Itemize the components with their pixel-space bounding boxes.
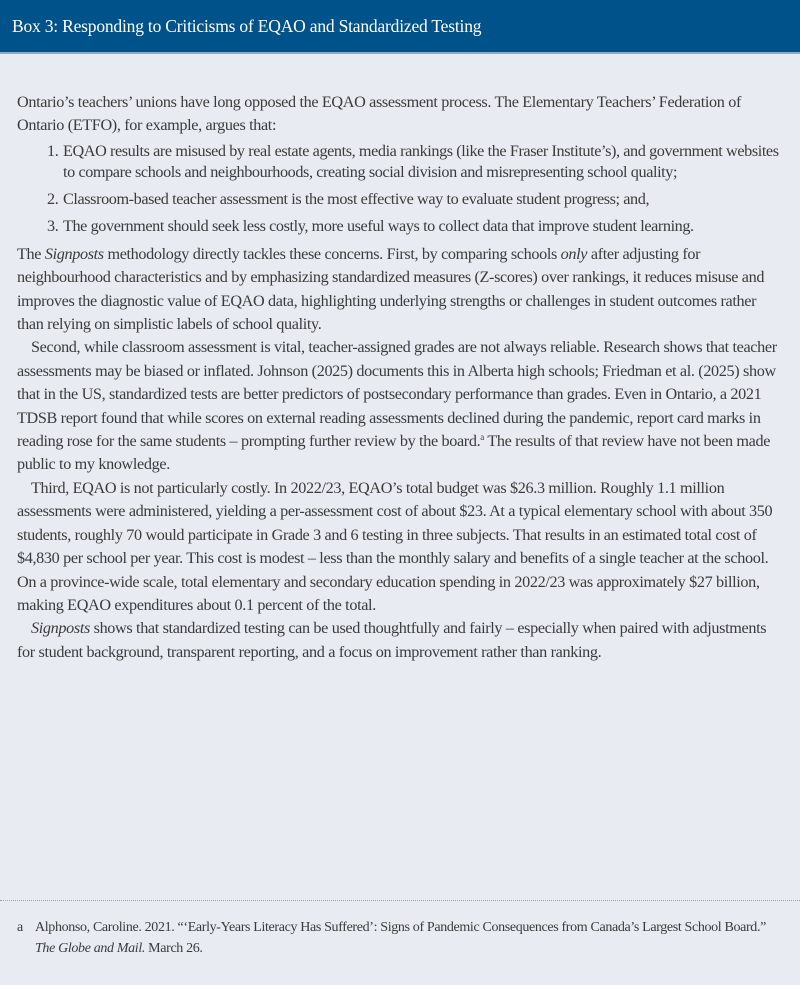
publication-italic: The Globe and Mail. bbox=[35, 941, 146, 956]
list-number: 1. bbox=[47, 141, 59, 160]
footnote-text bbox=[35, 917, 787, 959]
list-item-text: Classroom-based teacher assessment is the most effective way to evaluate student progress; and, bbox=[63, 189, 650, 208]
only-italic: only bbox=[560, 244, 588, 263]
signposts-italic: Signposts bbox=[44, 244, 104, 263]
list-number: 2. bbox=[47, 189, 59, 208]
footnote-reference[interactable]: a bbox=[480, 432, 484, 443]
first-response-paragraph bbox=[17, 243, 786, 337]
footnote bbox=[17, 917, 787, 959]
box-body bbox=[0, 54, 800, 664]
second-response-paragraph bbox=[17, 336, 786, 476]
box-header bbox=[0, 0, 800, 54]
list-number: 3. bbox=[47, 216, 59, 235]
list-item bbox=[31, 189, 786, 210]
signposts-italic: Signposts bbox=[31, 619, 90, 638]
box-title: Box 3: Responding to Criticisms of EQAO and Standardized Testing bbox=[12, 15, 482, 36]
text-run: shows that standardized testing can be used thoughtfully and fairly – especially when paired with adjustments for student background, transparent reporting, and a focus on improvement rather than ranking. bbox=[17, 619, 767, 661]
footnote-divider bbox=[0, 900, 800, 901]
text-run: March 26. bbox=[145, 941, 203, 956]
list-item-text: The government should seek less costly, more useful ways to collect data that improve student learning. bbox=[63, 216, 694, 235]
list-item bbox=[31, 141, 786, 183]
text-run: The bbox=[17, 244, 45, 263]
footnote-marker: a bbox=[17, 920, 23, 935]
text-run: methodology directly tackles these concerns. First, by comparing schools bbox=[103, 244, 561, 263]
text-run: Second, while classroom assessment is vital, teacher-assigned grades are not always reliable. Research shows that teacher assessments may be biased or inflated. Johnson (2025) documents this in Alberta high schools; Friedman et al. (2025) show that in the US, standardized tests are better predictors of postsecondary performance than grades. Even in Ontario, a 2021 TDSB report found that while scores on external reading assessments declined during the pandemic, report card marks in reading rose for the same students – prompting further review by the board. bbox=[17, 338, 777, 451]
text-run: Alphonso, Caroline. 2021. “‘Early-Years Literacy Has Suffered’: Signs of Pandemic Consequences from Canada’s Largest School Board.” bbox=[35, 920, 766, 935]
text-run: The results of that review have not been made public to my knowledge. bbox=[17, 432, 771, 474]
list-item-text: EQAO results are misused by real estate agents, media rankings (like the Fraser Institute’s), and government websites to compare schools and neighbourhoods, creating social division and misrepresenting school quality; bbox=[63, 141, 779, 181]
list-item bbox=[31, 216, 786, 237]
conclusion-paragraph bbox=[17, 617, 786, 664]
intro-paragraph: Ontario’s teachers’ unions have long opposed the EQAO assessment process. The Elementary Teachers’ Federation of Ontario (ETFO), for example, argues that: bbox=[17, 93, 741, 135]
criticisms-list bbox=[17, 141, 786, 237]
third-response-paragraph: Third, EQAO is not particularly costly. In 2022/23, EQAO’s total budget was $26.3 million. Roughly 1.1 million assessments were administered, yielding a per-assessment cost of about $23. At a typical elementary school with about 350 students, roughly 70 would participate in Grade 3 and 6 testing in three subjects. That results in an estimated total cost of $4,830 per school per year. This cost is modest – less than the monthly salary and benefits of a single teacher at the school. On a province-wide scale, total elementary and secondary education spending in 2022/23 was approximately $27 billion, making EQAO expenditures about 0.1 percent of the total. bbox=[17, 478, 773, 614]
text-run: after adjusting for neighbourhood characteristics and by emphasizing standardized measures (Z-scores) over rankings, it reduces misuse and improves the diagnostic value of EQAO data, highlighting underlying strengths or challenges in student outcomes rather than relying on simplistic labels of school quality. bbox=[17, 244, 765, 334]
